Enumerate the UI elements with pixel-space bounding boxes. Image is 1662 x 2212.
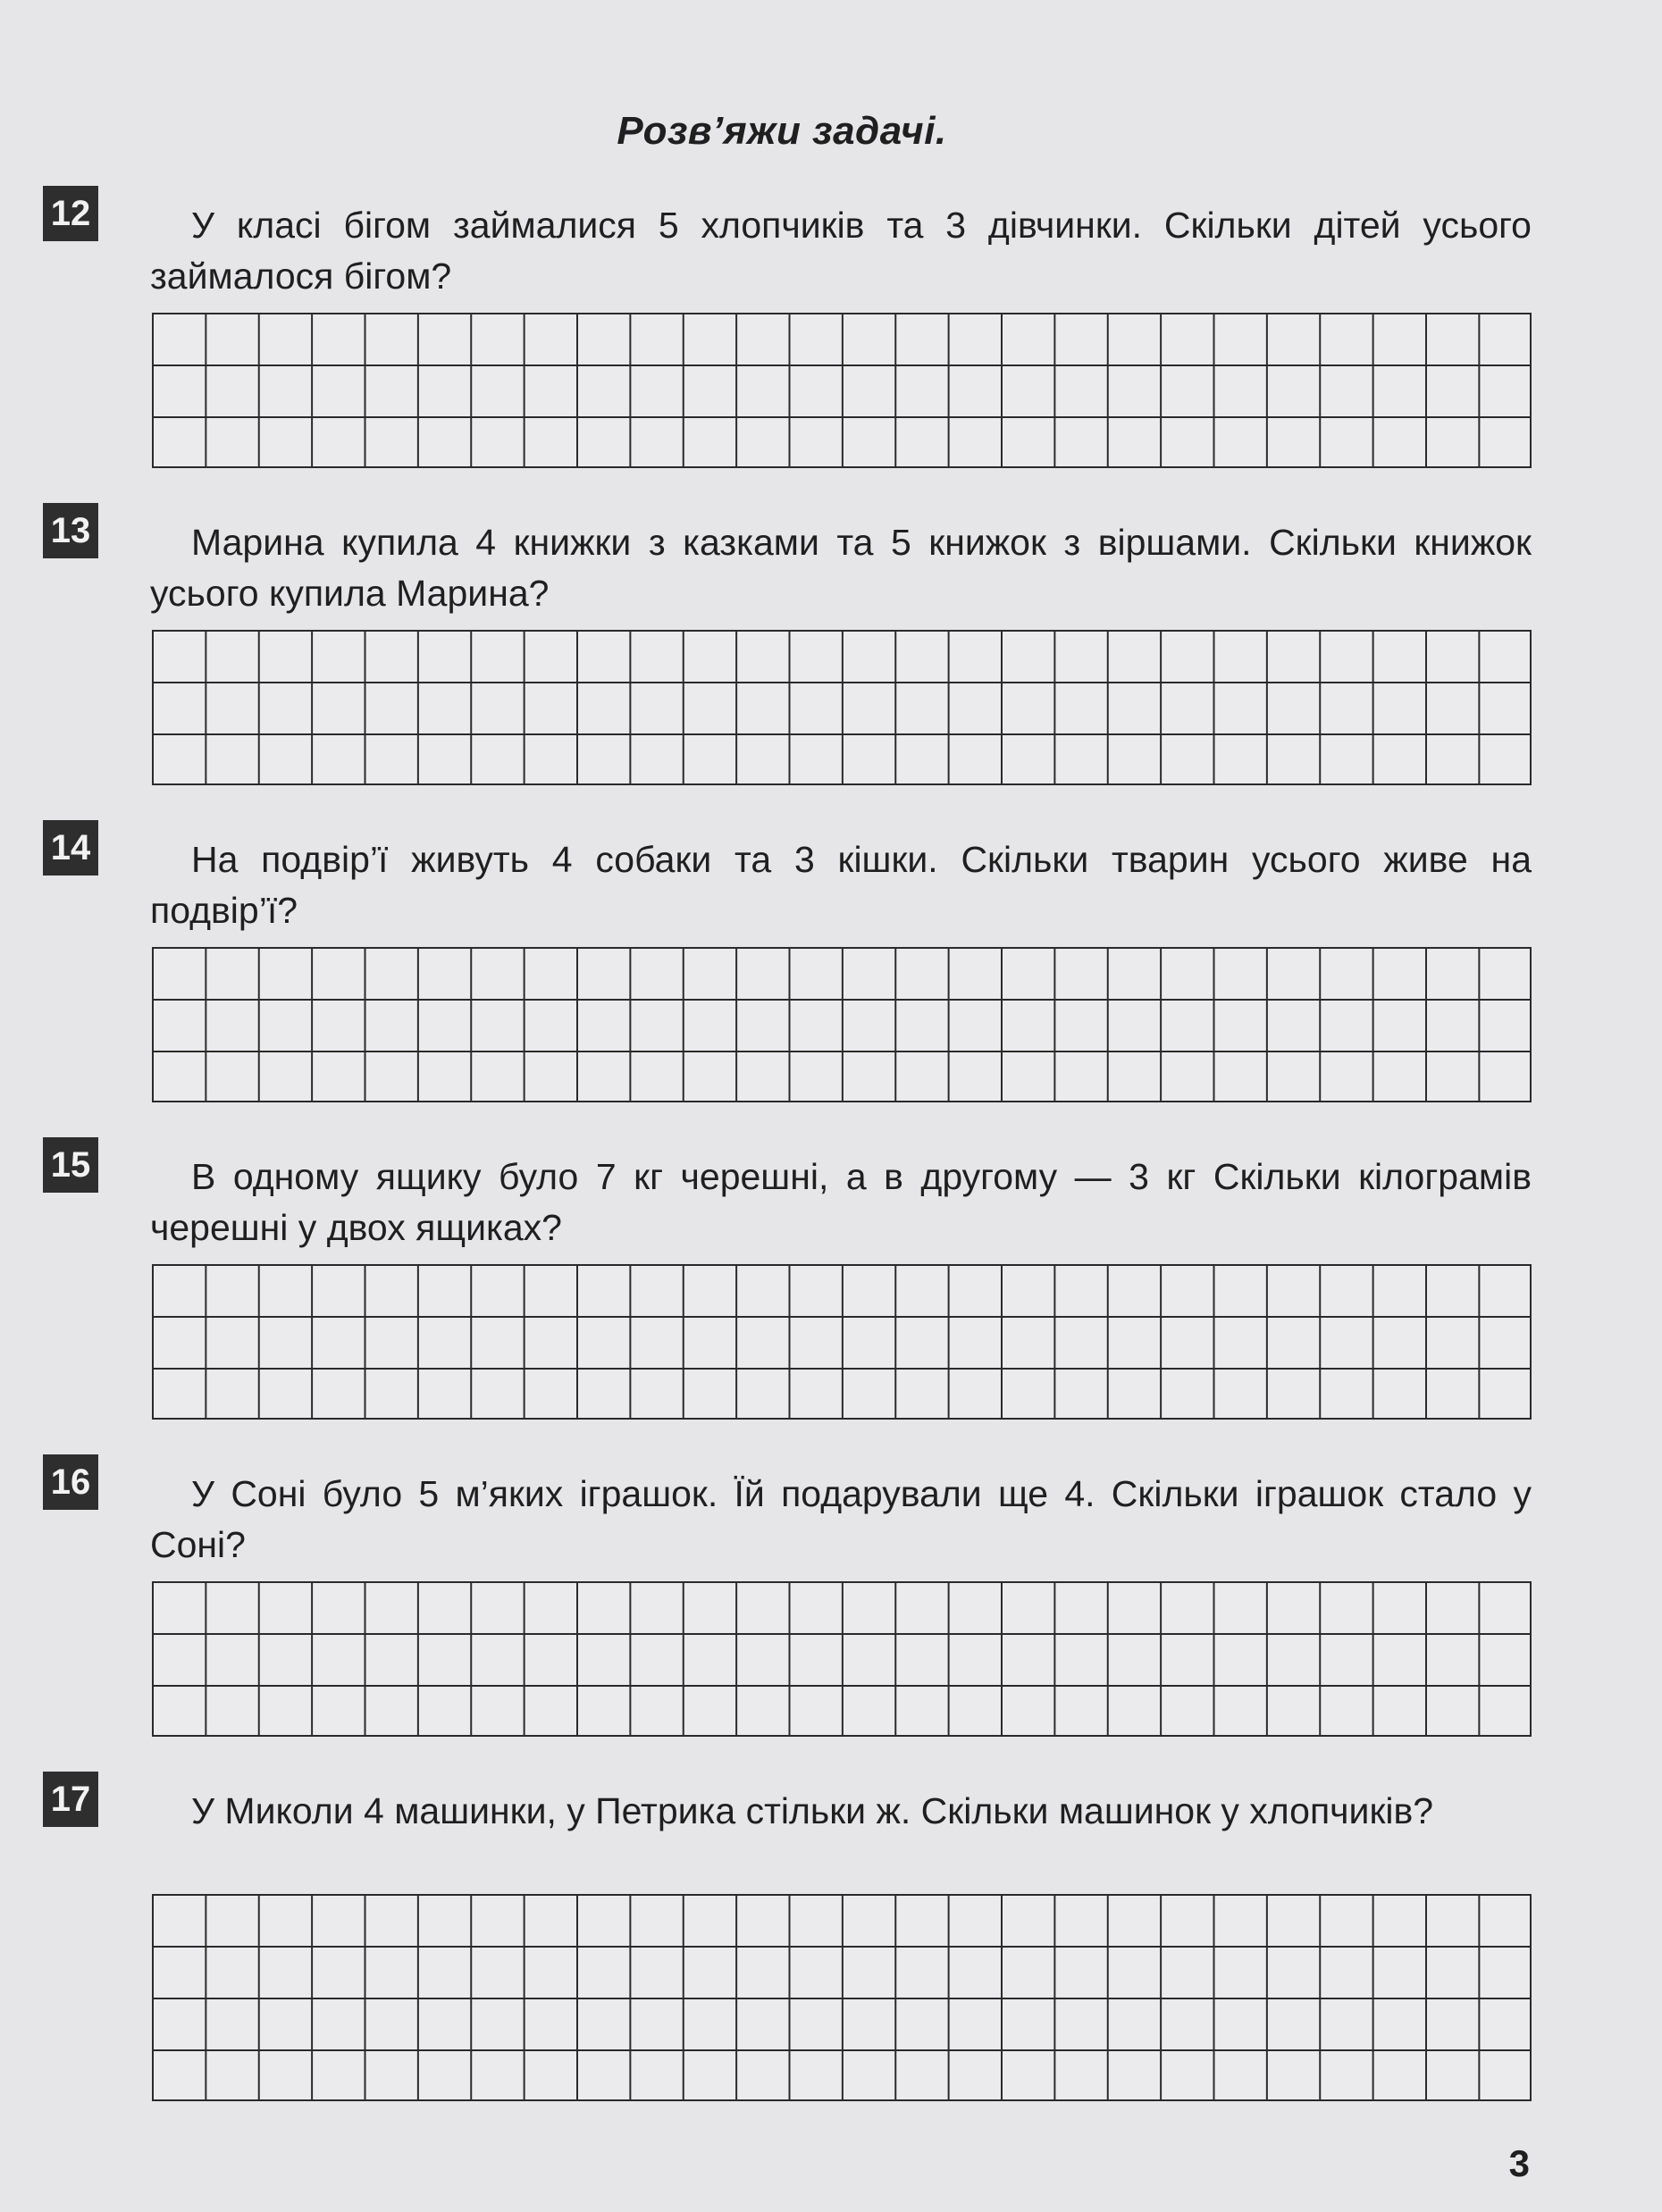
answer-grid[interactable] <box>152 630 1532 785</box>
task-number-badge: 17 <box>43 1772 98 1827</box>
task-text: У Миколи 4 машинки, у Петрика стільки ж. Скільки машинок у хлопчиків? <box>191 1790 1434 1831</box>
task-number-badge: 13 <box>43 503 98 558</box>
task-text: Марина купила 4 книжки з казками та 5 книжок з віршами. Скільки книжок усього купила Марина? <box>150 522 1532 614</box>
task-number-badge: 15 <box>43 1137 98 1193</box>
task-text: На подвір’ї живуть 4 собаки та 3 кішки. Скільки тварин усього живе на подвір’ї? <box>150 839 1532 931</box>
task-text: В одному ящику було 7 кг черешні, а в другому — 3 кг Скільки кілограмів черешні у двох ящиках? <box>150 1156 1532 1248</box>
answer-grid[interactable] <box>152 947 1532 1102</box>
task-text: У класі бігом займалися 5 хлопчиків та 3 дівчинки. Скільки дітей усього займалося бігом? <box>150 205 1532 297</box>
answer-grid[interactable] <box>152 1264 1532 1420</box>
page-heading: Розв’яжи задачі. <box>617 109 947 153</box>
answer-grid[interactable] <box>152 1581 1532 1737</box>
task-text: У Соні було 5 м’яких іграшок. Їй подарували ще 4. Скільки іграшок стало у Соні? <box>150 1473 1532 1565</box>
answer-grid[interactable] <box>152 313 1532 468</box>
page-number: 3 <box>1508 2142 1530 2184</box>
task-number-badge: 14 <box>43 820 98 876</box>
task-number-badge: 16 <box>43 1454 98 1510</box>
answer-grid[interactable] <box>152 1894 1532 2101</box>
task-number-badge: 12 <box>43 186 98 241</box>
